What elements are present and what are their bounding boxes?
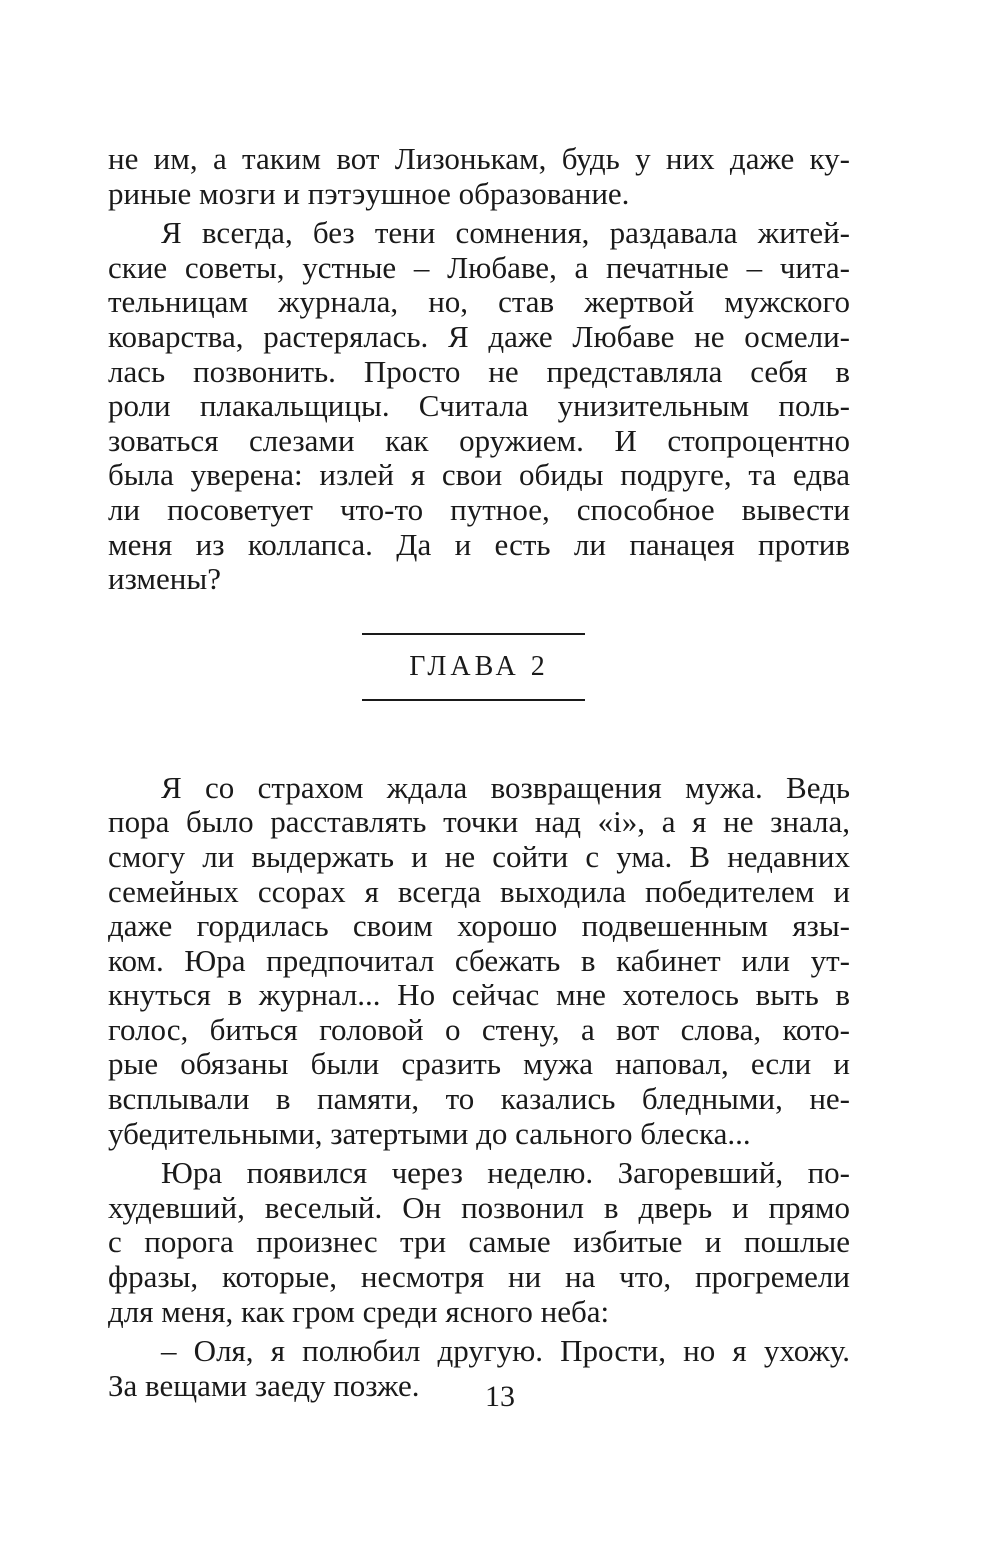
text-line: лась позвонить. Просто не представляла себя в — [108, 353, 850, 389]
text-line: не им, а таким вот Лизонькам, будь у них даже ку- — [108, 141, 850, 176]
chapter-heading — [108, 633, 850, 771]
paragraph — [108, 771, 850, 1152]
chapter-title: ГЛАВА 2 — [409, 650, 549, 682]
text-line: худевший, веселый. Он позвонил в дверь и прямо — [108, 1189, 850, 1225]
text-line: для меня, как гром среди ясного неба: — [108, 1293, 610, 1329]
text-line: даже гордилась своим хорошо подвешенным язы- — [108, 908, 850, 944]
chapter-rule-bottom — [362, 699, 585, 701]
page-body — [108, 142, 850, 1403]
text-line: За вещами заеду позже. — [108, 1367, 420, 1403]
page-number: 13 — [485, 1380, 515, 1413]
text-line: семейных ссорах я всегда выходила победителем и — [108, 873, 850, 909]
text-line: с порога произнес три самые избитые и пошлые — [108, 1224, 850, 1260]
text-line: смогу ли выдержать и не сойти с ума. В недавних — [108, 838, 850, 874]
text-line: – Оля, я полюбил другую. Прости, но я ухожу. — [161, 1333, 850, 1369]
text-line: ли посоветует что-то путное, способное вывести — [108, 491, 850, 527]
text-line: Я со страхом ждала возвращения мужа. Ведь — [161, 769, 850, 805]
text-line: Юра появился через неделю. Загоревший, по- — [161, 1155, 850, 1191]
text-line: тельницам журнала, но, став жертвой мужского — [108, 284, 850, 320]
text-line: измены? — [108, 561, 221, 597]
text-line: кнуться в журнал... Но сейчас мне хотелось выть в — [108, 977, 850, 1013]
text-line: роли плакальщицы. Считала унизительным поль- — [108, 388, 850, 424]
chapter-rule-top — [362, 633, 585, 635]
text-line: убедительными, затертыми до сального блеска... — [108, 1115, 751, 1151]
text-line: пора было расставлять точки над «i», а я не знала, — [108, 804, 850, 840]
text-line: риные мозги и пэтэушное образование. — [108, 175, 630, 211]
text-line: была уверена: излей я свои обиды подруге, та едва — [108, 457, 850, 493]
text-line: коварства, растерялась. Я даже Любаве не осмели- — [108, 318, 850, 354]
paragraph — [108, 1156, 850, 1329]
text-line: ские советы, устные – Любаве, а печатные – чита- — [108, 249, 850, 285]
text-line: меня из коллапса. Да и есть ли панацея против — [108, 526, 850, 562]
text-line: зоваться слезами как оружием. И стопроцентно — [108, 422, 850, 458]
text-line: ком. Юра предпочитал сбежать в кабинет или ут- — [108, 942, 850, 978]
text-line: всплывали в памяти, то казались бледными, не- — [108, 1081, 850, 1117]
text-line: рые обязаны были сразить мужа наповал, если и — [108, 1046, 850, 1082]
text-line: голос, биться головой о стену, а вот слова, кото- — [108, 1011, 850, 1047]
paragraph — [108, 142, 850, 211]
text-line: Я всегда, без тени сомнения, раздавала житей- — [161, 215, 850, 251]
text-line: фразы, которые, несмотря ни на что, прогремели — [108, 1259, 850, 1295]
paragraph — [108, 216, 850, 597]
